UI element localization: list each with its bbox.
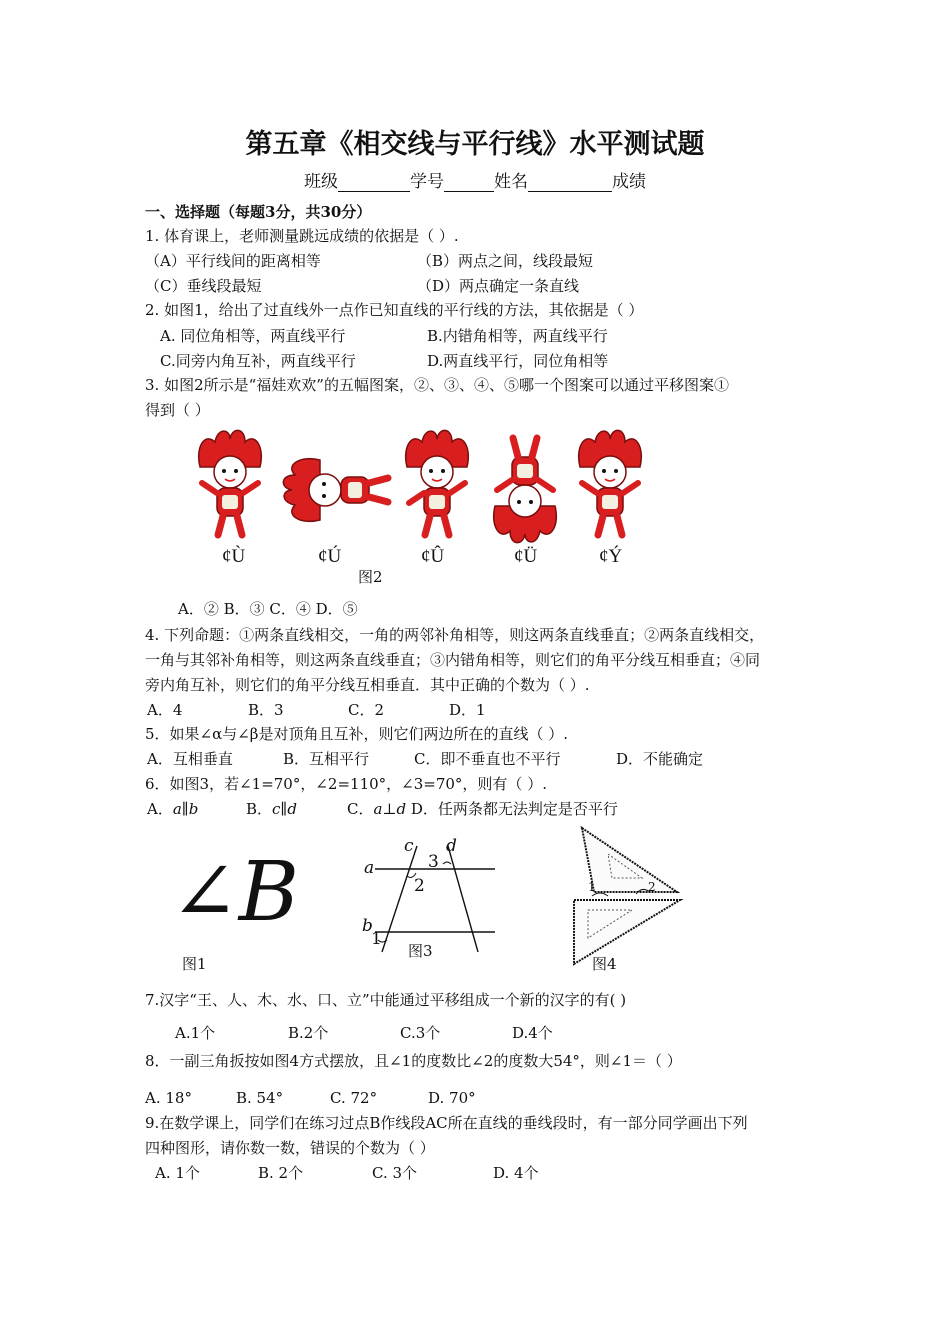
q9-option-a[interactable]: A. 1个	[155, 1164, 200, 1182]
fuwa-1-face	[214, 456, 246, 488]
name-blank[interactable]	[528, 173, 612, 192]
figure-2-caption: 图2	[358, 568, 383, 586]
id-blank[interactable]	[444, 173, 494, 192]
q8-option-c[interactable]: C. 72°	[330, 1089, 378, 1107]
q1-option-c[interactable]: （C）垂线段最短	[145, 277, 262, 295]
figure-1-caption: 图1	[182, 955, 207, 973]
figure-3-label-1: 1	[371, 929, 382, 949]
q6-option-c[interactable]: C．a⊥d D．任两条都无法判定是否平行	[347, 800, 618, 818]
fuwa-figure-5	[570, 427, 650, 542]
q7-option-a[interactable]: A.1个	[175, 1024, 216, 1042]
q1-option-d[interactable]: （D）两点确定一条直线	[417, 277, 580, 295]
figure-4-caption: 图4	[592, 955, 617, 973]
q1-option-a[interactable]: （A）平行线间的距离相等	[145, 252, 321, 270]
q4-text-line3: 旁内角互补，则它们的角平分线互相垂直．其中正确的个数为（ ）.	[145, 676, 590, 694]
q9-text-line2: 四种图形，请你数一数，错误的个数为（ ）	[145, 1139, 435, 1157]
figure-4-diagram	[572, 826, 682, 966]
score-label: 成绩	[612, 172, 646, 192]
q2-option-b[interactable]: B.内错角相等，两直线平行	[427, 327, 608, 345]
q7-option-d[interactable]: D.4个	[512, 1024, 553, 1042]
figure-3-label-c: c	[404, 836, 414, 856]
q6-option-b[interactable]: B．c∥d	[246, 800, 297, 818]
figure-3-label-b: b	[362, 916, 373, 936]
q2-text: 2. 如图1，给出了过直线外一点作已知直线的平行线的方法，其依据是（ ）	[145, 301, 644, 319]
student-info-line	[0, 167, 950, 192]
fuwa-label-3: ¢Û	[421, 546, 445, 567]
id-label: 学号	[410, 172, 444, 192]
figure-3-label-3: 3	[428, 852, 439, 872]
q9-option-d[interactable]: D. 4个	[493, 1164, 539, 1182]
q8-option-a[interactable]: A. 18°	[145, 1089, 192, 1107]
fuwa-figure-4	[485, 432, 565, 547]
fuwa-label-4: ¢Ü	[514, 546, 538, 567]
fuwa-label-5: ¢Ý	[599, 546, 623, 567]
q5-option-d[interactable]: D．不能确定	[616, 750, 704, 768]
q8-option-b[interactable]: B. 54°	[236, 1089, 284, 1107]
q2-option-d[interactable]: D.两直线平行，同位角相等	[427, 352, 609, 370]
q4-text-line1: 4. 下列命题：①两条直线相交，一角的两邻补角相等，则这两条直线垂直；②两条直线相交，	[145, 626, 765, 644]
q6-option-a[interactable]: A．a∥b	[147, 800, 199, 818]
page-title: 第五章《相交线与平行线》水平测试题	[245, 129, 705, 160]
q7-option-c[interactable]: C.3个	[400, 1024, 441, 1042]
figure-3-label-2: 2	[414, 876, 425, 896]
q9-text-line1: 9.在数学课上，同学们在练习过点B作线段AC所在直线的垂线段时，有一部分同学画出下列	[145, 1114, 748, 1132]
q3-options[interactable]: A．② B．③ C．④ D．⑤	[178, 600, 358, 618]
fuwa-label-1: ¢Ù	[222, 546, 246, 567]
q5-option-a[interactable]: A．互相垂直	[147, 750, 233, 768]
figure-1-angle-symbol: ∠B	[170, 845, 299, 940]
q8-option-d[interactable]: D. 70°	[428, 1089, 476, 1107]
section-heading: 一、选择题（每题3分，共30分）	[145, 203, 372, 221]
q9-option-c[interactable]: C. 3个	[372, 1164, 418, 1182]
q1-option-b[interactable]: （B）两点之间，线段最短	[417, 252, 594, 270]
q2-option-c[interactable]: C.同旁内角互补，两直线平行	[160, 352, 356, 370]
q4-text-line2: 一角与其邻补角相等，则这两条直线垂直；③内错角相等，则它们的角平分线互相垂直；④同	[145, 651, 761, 669]
fuwa-figure-3	[397, 427, 477, 542]
q1-text: 1. 体育课上，老师测量跳远成绩的依据是（ ）.	[145, 227, 459, 245]
class-label: 班级	[304, 172, 338, 192]
q6-text: 6．如图3，若∠1=70°，∠2=110°，∠3=70°，则有（ ）.	[145, 775, 547, 793]
figure-4-label-2: 2	[648, 880, 656, 894]
figure-4-label-1: 1	[588, 880, 596, 894]
q4-option-b[interactable]: B．3	[248, 701, 284, 719]
class-blank[interactable]	[338, 173, 410, 192]
fuwa-figure-2	[280, 450, 390, 530]
figure-3-caption: 图3	[408, 942, 433, 960]
q7-text: 7.汉字“王、人、木、水、口、立”中能通过平移组成一个新的汉字的有( )	[145, 991, 627, 1009]
q5-text: 5．如果∠α与∠β是对顶角且互补，则它们两边所在的直线（ ）.	[145, 725, 569, 743]
q4-option-a[interactable]: A．4	[147, 701, 183, 719]
fuwa-figure-1	[190, 427, 270, 542]
q2-option-a[interactable]: A. 同位角相等，两直线平行	[160, 327, 346, 345]
q3-text-line1: 3. 如图2所示是“福娃欢欢”的五幅图案，②、③、④、⑤哪一个图案可以通过平移图案①	[145, 376, 729, 394]
q4-option-d[interactable]: D．1	[449, 701, 486, 719]
q9-option-b[interactable]: B. 2个	[258, 1164, 304, 1182]
q7-option-b[interactable]: B.2个	[288, 1024, 329, 1042]
q4-option-c[interactable]: C．2	[348, 701, 385, 719]
fuwa-label-2: ¢Ú	[318, 546, 342, 567]
figure-3-label-a: a	[364, 858, 375, 878]
q5-option-c[interactable]: C．即不垂直也不平行	[414, 750, 561, 768]
q8-text: 8．一副三角扳按如图4方式摆放，且∠1的度数比∠2的度数大54°，则∠1＝（ ）	[145, 1052, 682, 1070]
figure-3-label-d: d	[446, 836, 457, 856]
q5-option-b[interactable]: B．互相平行	[283, 750, 370, 768]
q3-text-line2: 得到（ ）	[145, 401, 210, 419]
name-label: 姓名	[494, 172, 528, 192]
